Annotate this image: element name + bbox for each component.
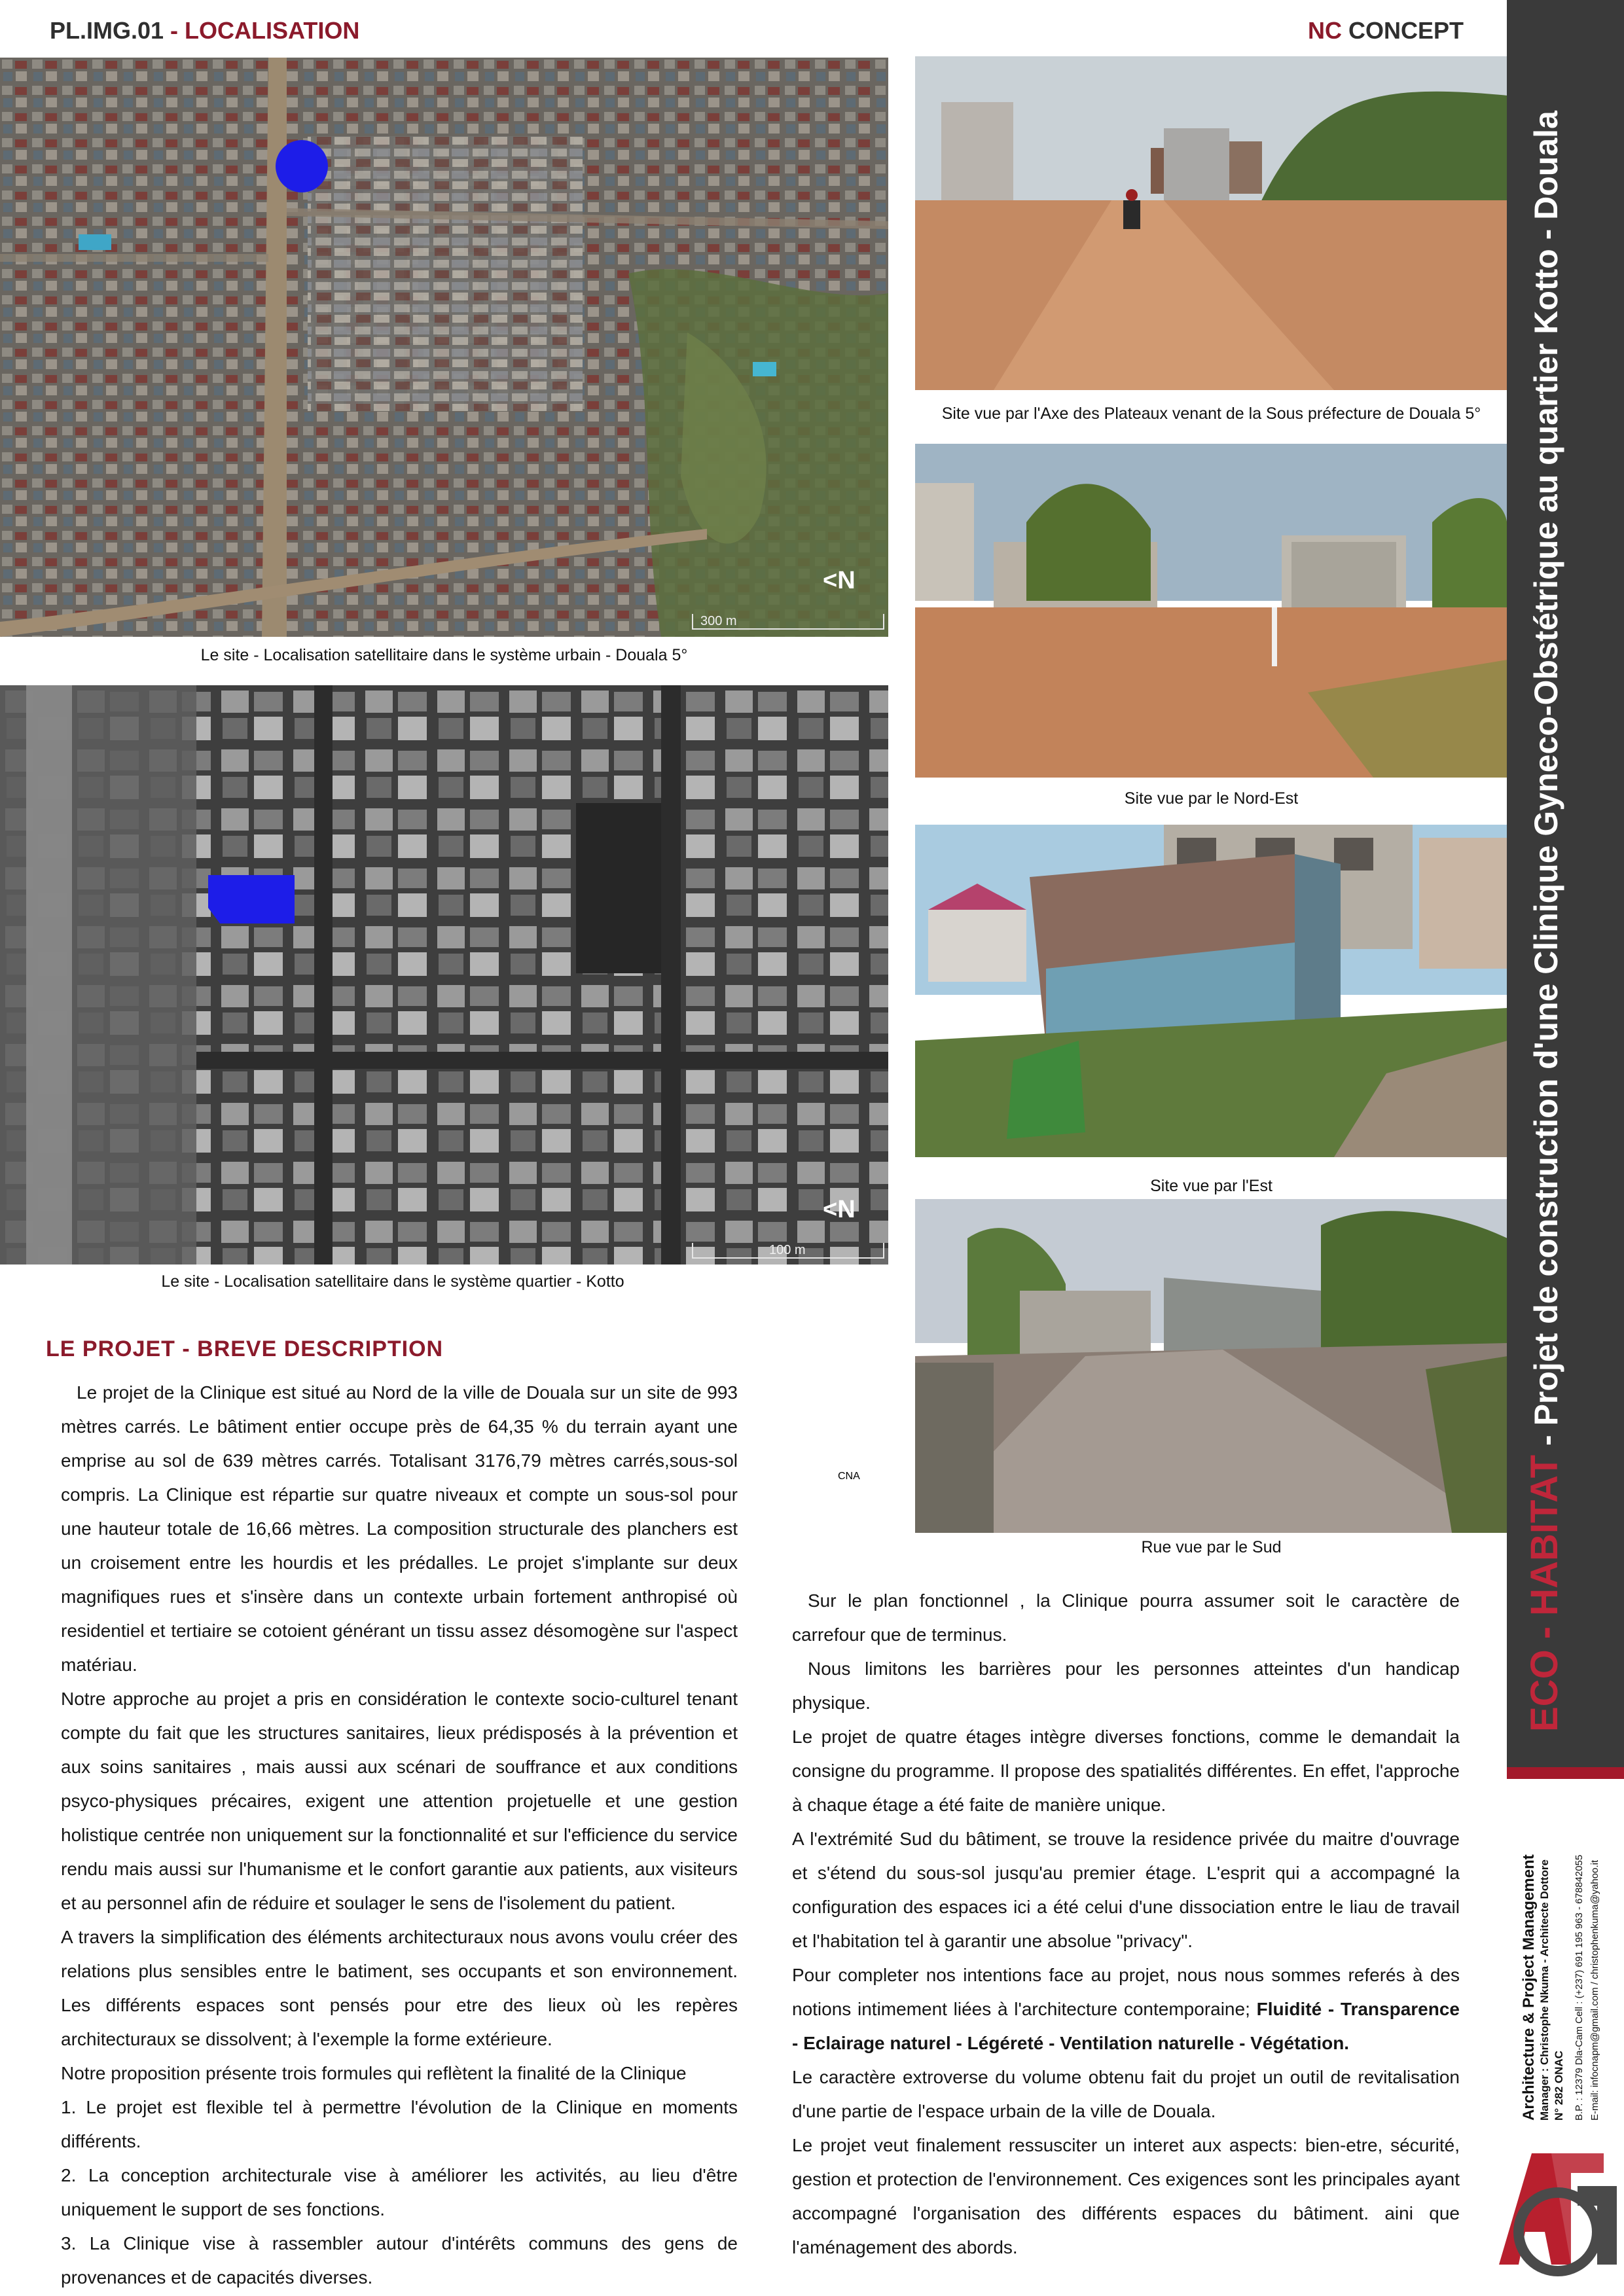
- paragraph: Nous limitons les barrières pour les personnes atteintes d'un handicap physique.: [792, 1659, 1460, 1713]
- plate-dash: -: [164, 17, 185, 44]
- site-photo-3-image: [915, 825, 1507, 1157]
- title-habitat: HABITAT: [1523, 1454, 1566, 1616]
- satellite-map-city: [0, 58, 888, 637]
- sidebar-divider: [1507, 1767, 1624, 1779]
- brand-header: [1308, 17, 1464, 45]
- site-photo-2-image: [915, 444, 1507, 778]
- site-photo-3-caption: Site vue par l'Est: [1150, 1177, 1272, 1195]
- paragraph: Sur le plan fonctionnel , la Clinique pourra assumer soit le caractère de carrefour que de terminus.: [792, 1590, 1460, 1645]
- paragraph: A travers la simplification des éléments architecturaux nous avons voulu créer des relations plus sensibles entre le batiment, ses occupants et son environnement. Les différents espaces sont pensés pour etre des lieux où les repères architecturaux se dissolvent; à l'exemple la forme extérieure.: [61, 1927, 738, 2049]
- title-eco: ECO: [1523, 1649, 1566, 1732]
- north-arrow-icon: <N: [823, 567, 856, 594]
- sidebar-title: [1523, 30, 1566, 1732]
- paragraph: Notre approche au projet a pris en considération le contexte socio-culturel tenant compte du fait que les structures sanitaires, lieux prédisposés à la prévention et aux soins sanitaires , mais aussi aux scénari de souffrance et aux conditions psyco-physiques précaires, exigent une attention projetuelle et une gestion holistique centrée non uniquement sur la fonctionnalité et sur l'efficience du service rendu mais aussi sur l'humanisme et le confort garantie aux patients, aux visiteurs et au personnel afin de réduire et soulager le sens de l'isolement du patient.: [61, 1689, 738, 1913]
- paragraph: Notre proposition présente trois formules qui reflètent la finalité de la Clinique: [61, 2063, 687, 2083]
- north-arrow-icon: <N: [823, 1196, 856, 1223]
- brand-first: NC: [1308, 17, 1342, 44]
- credit-email: E-mail: infocnapm@gmail.com / christophenkuma@yahoo.it: [1589, 1859, 1600, 2121]
- paragraph: A l'extrémité Sud du bâtiment, se trouve la residence privée du maitre d'ouvrage et s'étend du sous-sol jusqu'au premier étage. L'esprit qui a accompagné la configuration des espaces ici a été celui d'une dissociation entre le liau de travail et l'habitation tel à garantir une absolue "privacy".: [792, 1829, 1460, 1951]
- site-photo-1: [915, 56, 1507, 390]
- site-photo-2-caption: Site vue par le Nord-Est: [1124, 789, 1299, 808]
- plate-header: [50, 17, 359, 45]
- list-item: 2. La conception architecturale vise à améliorer les activités, au lieu d'être uniquement le support de ses fonctions.: [61, 2165, 738, 2219]
- paragraph-text: Pour completer nos intentions face au projet, nous nous sommes referés à des notions intimement liées à l'architecture contemporaine;: [792, 1965, 1460, 2019]
- project-description-left: [61, 1376, 738, 2295]
- paragraph: [792, 1958, 1460, 2060]
- scale-label: 100 m: [769, 1243, 806, 1257]
- project-description-right: [792, 1584, 1460, 2265]
- satellite-quarter-image: [0, 685, 888, 1265]
- keywords: Fluidité - Transparence - Eclairage naturel - Légéreté - Ventilation naturelle - Végétation.: [792, 1999, 1460, 2053]
- brand-second: CONCEPT: [1342, 17, 1464, 44]
- site-photo-1-image: [915, 56, 1507, 390]
- logo-letters: CNA: [838, 1471, 860, 1482]
- list-item: 3. La Clinique vise à rassembler autour d'intérêts communs des gens de provenances et de capacités diverses.: [61, 2233, 738, 2287]
- satellite-quarter-caption: Le site - Localisation satellitaire dans le système quartier - Kotto: [161, 1272, 624, 1291]
- credit-manager: Manager : Christophe Nkuma - Architecte Dottore: [1538, 1859, 1551, 2121]
- site-photo-2: [915, 444, 1507, 778]
- satellite-map-quarter: [0, 685, 888, 1265]
- paragraph: Le projet veut finalement ressusciter un interet aux aspects: bien-etre, sécurité, gestion et protection de l'environnement. Ces exigences sont les principales ayant accompagné l'organisation des différents espaces du bâtiment. aini que l'aménagement des abords.: [792, 2135, 1460, 2257]
- scale-label: 300 m: [700, 614, 737, 628]
- paragraph: Le projet de la Clinique est situé au Nord de la ville de Douala sur un site de 993 mètres carrés. Le bâtiment entier occupe près de 64,35 % du terrain ayant une emprise au sol de 639 mètres carrés. Totalisant 3176,79 mètres carrés,sous-sol compris. La Clinique est répartie sur quatre niveaux et compte un sous-sol pour une hauteur totale de 16,66 mètres. La composition structurale des planchers est un croisement entre les hourdis et les prédalles. Le projet s'implante sur deux magnifiques rues et s'insère dans un contexte urbain fortement anthropisé où residentiel et tertiaire se cotoient générant un tissu assez désomogène sur l'aspect matériau.: [61, 1382, 738, 1675]
- credit-onac: N° 282 ONAC: [1553, 2051, 1565, 2121]
- paragraph: Le caractère extroverse du volume obtenu fait du projet un outil de revitalisation d'une partie de l'espace urbain de la ville de Douala.: [792, 2067, 1460, 2121]
- site-photo-1-caption: Site vue par l'Axe des Plateaux venant de la Sous préfecture de Douala 5°: [941, 404, 1481, 423]
- credit-title: Architecture & Project Management: [1520, 1854, 1538, 2121]
- site-photo-4: [915, 1199, 1507, 1533]
- satellite-city-caption: Le site - Localisation satellitaire dans le système urbain - Douala 5°: [200, 646, 688, 664]
- plate-title: LOCALISATION: [185, 17, 360, 44]
- site-photo-4-caption: Rue vue par le Sud: [1141, 1538, 1282, 1556]
- site-photo-4-image: [915, 1199, 1507, 1533]
- credit-phone: B.P. : 12379 Dla-Cam Cell : (+237) 691 195 963 - 678842055: [1574, 1854, 1585, 2121]
- paragraph: Le projet de quatre étages intègre diverses fonctions, comme le demandait la consigne du programme. Il propose des spatialités différentes. En effet, l'approche à chaque étage a été faite de manière unique.: [792, 1727, 1460, 1815]
- site-photo-3: [915, 825, 1507, 1157]
- title-rest: - Projet de construction d'une Clinique Gyneco-Obstétrique au quartier Kotto - Douala: [1528, 111, 1564, 1455]
- section-title: LE PROJET - BREVE DESCRIPTION: [46, 1336, 444, 1361]
- plate-code: PL.IMG.01: [50, 17, 164, 44]
- satellite-city-image: [0, 58, 888, 637]
- title-dash: -: [1523, 1615, 1566, 1650]
- list-item: 1. Le projet est flexible tel à permettre l'évolution de la Clinique en moments différents.: [61, 2097, 738, 2151]
